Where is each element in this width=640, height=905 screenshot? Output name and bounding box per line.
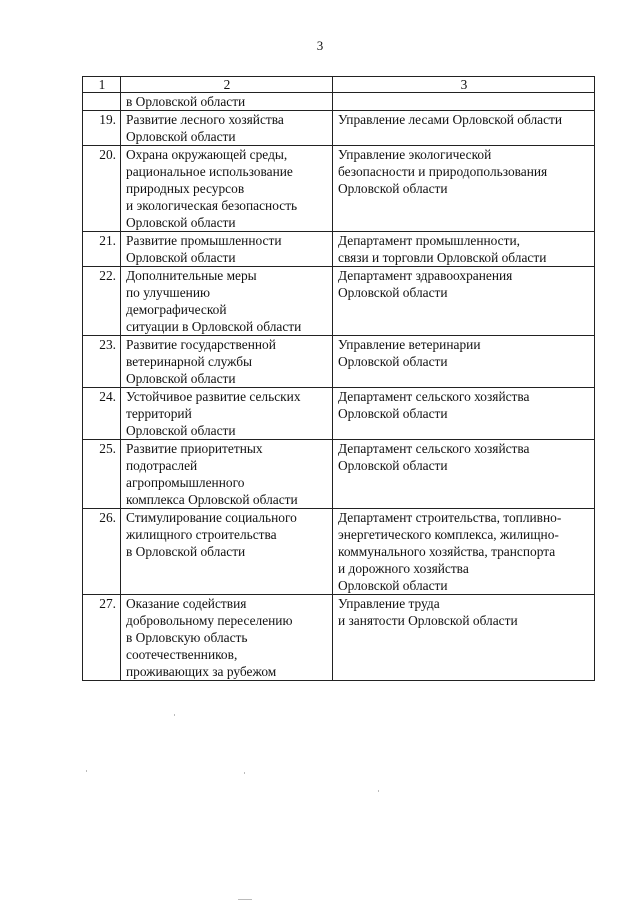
- program-name-line: ветеринарной службы: [126, 354, 253, 369]
- responsible-agency-cell: [333, 93, 595, 111]
- responsible-agency-line: Орловской области: [338, 458, 448, 473]
- row-number: 22.: [83, 267, 121, 336]
- program-name-line: подотраслей: [126, 458, 198, 473]
- program-name-line: Стимулирование социального: [126, 510, 297, 525]
- scan-speck: [378, 790, 379, 792]
- program-name-line: Развитие государственной: [126, 337, 276, 352]
- row-number: 25.: [83, 440, 121, 509]
- responsible-agency-line: Орловской области: [338, 406, 448, 421]
- responsible-agency-cell: [333, 595, 595, 681]
- program-name-cell: [121, 146, 333, 232]
- responsible-agency-cell: [333, 146, 595, 232]
- row-number: 23.: [83, 336, 121, 388]
- program-name-line: добровольному переселению: [126, 613, 293, 628]
- program-name-line: Оказание содействия: [126, 596, 247, 611]
- program-name-cell: [121, 509, 333, 595]
- responsible-agency-cell: [333, 440, 595, 509]
- responsible-agency-line: Орловской области: [338, 285, 448, 300]
- program-name-line: в Орловской области: [126, 544, 246, 559]
- table-row: [83, 509, 595, 595]
- program-name-cell: [121, 232, 333, 267]
- table-row: [83, 111, 595, 146]
- program-name-line: Охрана окружающей среды,: [126, 147, 288, 162]
- row-number: 20.: [83, 146, 121, 232]
- header-col-1: 1: [83, 77, 121, 93]
- responsible-agency-line: коммунального хозяйства, транспорта: [338, 544, 556, 559]
- responsible-agency-line: энергетического комплекса, жилищно-: [338, 527, 559, 542]
- responsible-agency-cell: [333, 509, 595, 595]
- program-name-line: рациональное использование: [126, 164, 293, 179]
- program-name-cell: [121, 388, 333, 440]
- responsible-agency-line: Департамент строительства, топливно-: [338, 510, 562, 525]
- program-name-cell: [121, 93, 333, 111]
- responsible-agency-line: Управление лесами Орловской области: [338, 112, 563, 127]
- program-name-line: Развитие приоритетных: [126, 441, 263, 456]
- header-col-3: 3: [333, 77, 595, 93]
- row-number: 19.: [83, 111, 121, 146]
- program-name-cell: [121, 111, 333, 146]
- table-row: [83, 388, 595, 440]
- program-name-line: Дополнительные меры: [126, 268, 257, 283]
- program-name-cell: [121, 440, 333, 509]
- program-name-cell: [121, 267, 333, 336]
- responsible-agency-line: Орловской области: [338, 354, 448, 369]
- responsible-agency-line: и занятости Орловской области: [338, 613, 518, 628]
- program-name-line: Орловской области: [126, 250, 236, 265]
- scan-speck: [86, 770, 87, 772]
- responsible-agency-line: Департамент сельского хозяйства: [338, 389, 530, 404]
- program-name-line: ситуации в Орловской области: [126, 319, 302, 334]
- responsible-agency-line: Управление труда: [338, 596, 440, 611]
- table-row: [83, 440, 595, 509]
- page-number: 3: [316, 38, 324, 53]
- responsible-agency-line: Департамент сельского хозяйства: [338, 441, 530, 456]
- program-name-line: Орловской области: [126, 423, 236, 438]
- table-row: [83, 93, 595, 111]
- program-name-line: и экологическая безопасность: [126, 198, 298, 213]
- program-name-line: территорий: [126, 406, 192, 421]
- program-name-line: демографической: [126, 302, 227, 317]
- table-row: [83, 267, 595, 336]
- scan-speck: [238, 899, 252, 900]
- row-number: 21.: [83, 232, 121, 267]
- table-header-row: [83, 77, 595, 93]
- responsible-agency-line: Управление ветеринарии: [338, 337, 481, 352]
- row-number: 24.: [83, 388, 121, 440]
- responsible-agency-line: Департамент промышленности,: [338, 233, 520, 248]
- programs-table: [82, 76, 595, 681]
- program-name-line: соотечественников,: [126, 647, 238, 662]
- row-number: [83, 93, 121, 111]
- responsible-agency-line: связи и торговли Орловской области: [338, 250, 547, 265]
- scan-speck: [174, 714, 175, 716]
- responsible-agency-cell: [333, 336, 595, 388]
- program-name-line: в Орловской области: [126, 94, 246, 109]
- program-name-line: Развитие промышленности: [126, 233, 282, 248]
- program-name-line: Орловской области: [126, 371, 236, 386]
- program-name-line: Развитие лесного хозяйства: [126, 112, 284, 127]
- row-number: 26.: [83, 509, 121, 595]
- program-name-line: в Орловскую область: [126, 630, 248, 645]
- header-col-2: 2: [121, 77, 333, 93]
- program-name-line: жилищного строительства: [126, 527, 277, 542]
- program-name-line: Орловской области: [126, 129, 236, 144]
- responsible-agency-line: и дорожного хозяйства: [338, 561, 469, 576]
- responsible-agency-line: безопасности и природопользования: [338, 164, 548, 179]
- responsible-agency-cell: [333, 111, 595, 146]
- scan-speck: [244, 772, 245, 774]
- program-name-line: по улучшению: [126, 285, 211, 300]
- responsible-agency-line: Управление экологической: [338, 147, 492, 162]
- responsible-agency-line: Департамент здравоохранения: [338, 268, 513, 283]
- table-row: [83, 595, 595, 681]
- table-row: [83, 232, 595, 267]
- program-name-cell: [121, 595, 333, 681]
- responsible-agency-cell: [333, 267, 595, 336]
- program-name-line: природных ресурсов: [126, 181, 245, 196]
- program-name-line: проживающих за рубежом: [126, 664, 277, 679]
- program-name-line: комплекса Орловской области: [126, 492, 298, 507]
- row-number: 27.: [83, 595, 121, 681]
- responsible-agency-line: Орловской области: [338, 578, 448, 593]
- table-row: [83, 336, 595, 388]
- program-name-line: Устойчивое развитие сельских: [126, 389, 301, 404]
- responsible-agency-cell: [333, 232, 595, 267]
- program-name-line: агропромышленного: [126, 475, 245, 490]
- program-name-line: Орловской области: [126, 215, 236, 230]
- table-row: [83, 146, 595, 232]
- program-name-cell: [121, 336, 333, 388]
- responsible-agency-line: Орловской области: [338, 181, 448, 196]
- responsible-agency-cell: [333, 388, 595, 440]
